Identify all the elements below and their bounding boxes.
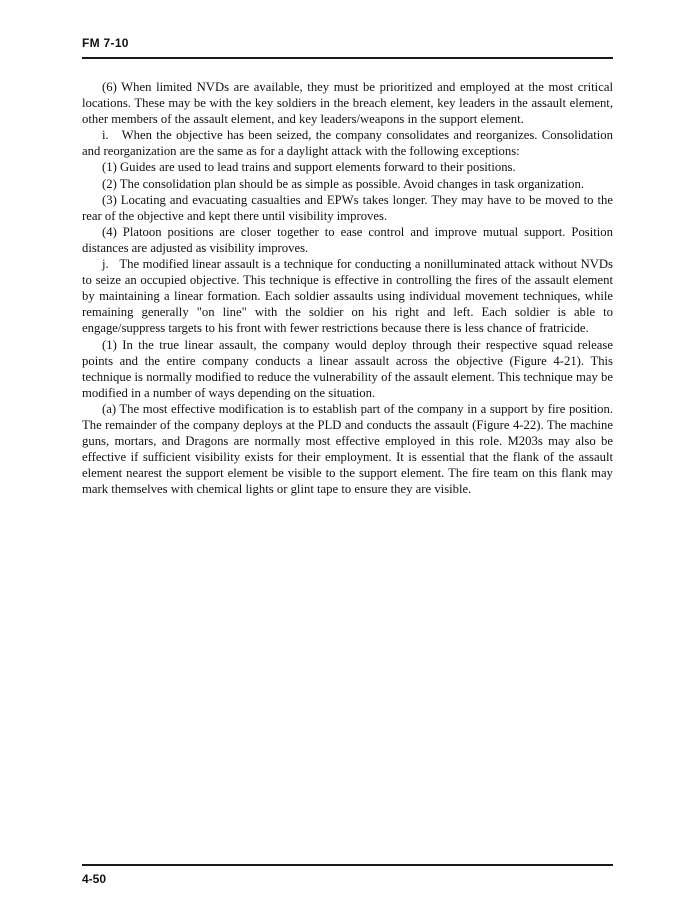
paragraph-1-guides: (1) Guides are used to lead trains and support elements forward to their positions. (102, 160, 516, 175)
paragraph-3-casualties: (3) Locating and evacuating casualties and EPWs takes longer. They may have to be moved to the rear of the objective and kept there until visibility improves. (82, 192, 613, 223)
page-header (82, 34, 613, 59)
paragraph-2-consolidation-plan: (2) The consolidation plan should be as simple as possible. Avoid changes in task organization. (102, 176, 585, 191)
page-footer (82, 864, 613, 886)
document-body (82, 79, 613, 497)
paragraph-6-nvds: (6) When limited NVDs are available, they must be prioritized and employed at the most critical locations. These may be with the key soldiers in the breach element, key leaders in the assault element, other members of the assault element, and key leaders/weapons in the support element. (82, 80, 613, 127)
footer-rule (82, 864, 613, 866)
footer-page-number: 4-50 (82, 872, 107, 886)
header-title: FM 7-10 (82, 36, 129, 50)
paragraph-j-modified-linear-assault: j. The modified linear assault is a technique for conducting a nonilluminated attack without NVDs to seize an occupied objective. This technique is effective in controlling the fires of the assault element by maintaining a linear formation. Each soldier assaults using individual movement techniques, while remaining generally "on line" with the soldier on his right and left. Each soldier is able to engage/suppress targets to his front with fewer restrictions because there is less chance of fratricide. (82, 257, 613, 336)
paragraph-4-platoon-positions: (4) Platoon positions are closer together to ease control and improve mutual support. Position distances are adjusted as visibility improves. (82, 224, 613, 255)
header-rule (82, 57, 613, 59)
paragraph-a-support-by-fire: (a) The most effective modification is to establish part of the company in a support by fire position. The remainder of the company deploys at the PLD and conducts the assault (Figure 4-22). The machine guns, mortars, and Dragons are normally most effective employed in this role. M203s may also be effective if sufficient visibility exists for their employment. It is essential that the flank of the assault element nearest the support element be visible to the support element. The fire team on this flank may mark themselves with chemical lights or glint tape to ensure they are visible. (82, 401, 613, 497)
paragraph-i-consolidation: i. When the objective has been seized, the company consolidates and reorganizes. Consolidation and reorganization are the same as for a daylight attack with the following exceptions: (82, 128, 613, 159)
paragraph-1-true-linear-assault: (1) In the true linear assault, the company would deploy through their respective squad release points and the entire company conducts a linear assault across the objective (Figure 4-21). This technique is normally modified to reduce the vulnerability of the assault element. This technique may be modified in a number of ways depending on the situation. (82, 337, 613, 400)
